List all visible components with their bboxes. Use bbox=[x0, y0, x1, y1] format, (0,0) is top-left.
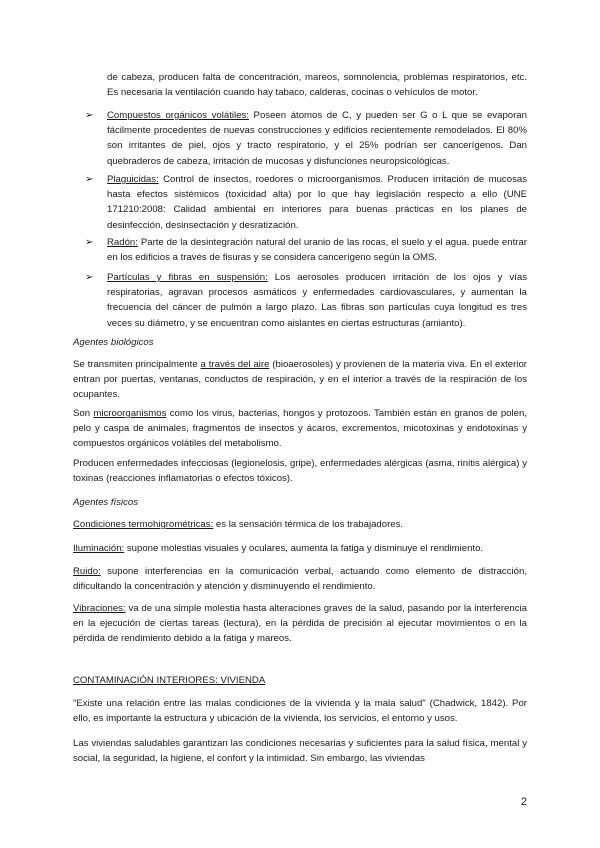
arrow-bullet-icon: ➢ bbox=[85, 237, 94, 248]
item-text: supone interferencias en la comunicación verbal, actuando como elemento de distracción, dificultando la concentración y atención y disminuyendo el rendimiento. bbox=[73, 566, 527, 593]
underlined-term: microorganismos bbox=[93, 408, 167, 419]
bio-paragraph-1 bbox=[73, 357, 527, 403]
bullet-title: Partículas y fibras en suspensión: bbox=[107, 272, 268, 283]
text-span: (bioaerosoles) y provienen de la materia viva. En el exterior entran por puertas, ventanas, conductos de respiración, y en el interior a través de la respiración de los ocupantes. bbox=[73, 359, 527, 401]
bio-paragraph-3: Producen enfermedades infecciosas (legionelosis, gripe), enfermedades alérgicas (asma, rinitis alérgica) y toxinas (reacciones inflamatorias o efectos tóxicos). bbox=[73, 458, 527, 485]
vivienda-paragraph-1: "Existe una relación entre las malas condiciones de la vivienda y la mala salud" (Chadwick, 1842). Por ello, es importante la estructura y ubicación de la vivienda, los servicios, el entorno y usos. bbox=[73, 698, 527, 725]
item-title: Condiciones termohigrométricas: bbox=[73, 519, 214, 530]
section-title-vivienda: CONTAMINACIÓN INTERIORES: VIVIENDA bbox=[73, 675, 266, 686]
fis-item-termohigrometricas bbox=[73, 517, 527, 532]
bullet-continuation: de cabeza, producen falta de concentración, mareos, somnolencia, problemas respiratorios, etc. Es necesaria la ventilación cuando hay tabaco, calderas, cocinas o vehículos de motor. bbox=[107, 72, 527, 99]
arrow-bullet-icon: ➢ bbox=[85, 174, 94, 185]
bullet-text: Poseen átomos de C, y pueden ser G o L que se evaporan fácilmente procedentes de nuevas construcciones y edificios recientemente remodelados. El 80% son irritantes de piel, ojos y tracto respiratorio, y el 25% podrían ser cancerígenos. Dan quebraderos de cabeza, irritación de mucosas y disfunciones neuropsicológicas. bbox=[107, 110, 527, 167]
text-span: Se transmiten principalmente bbox=[73, 359, 201, 370]
item-title: Iluminación: bbox=[73, 543, 125, 554]
item-text: supone molestias visuales y oculares, aumenta la fatiga y disminuye el rendimiento. bbox=[124, 543, 484, 554]
fis-item-iluminacion bbox=[73, 541, 527, 556]
item-text: es la sensación térmica de los trabajadores. bbox=[213, 519, 404, 530]
bullet-title: Plaguicidas: bbox=[107, 174, 159, 185]
text-span: Son bbox=[73, 408, 94, 419]
heading-agentes-biologicos: Agentes biológicos bbox=[73, 337, 154, 348]
arrow-bullet-icon: ➢ bbox=[85, 110, 94, 121]
bullet-text: Parte de la desintegración natural del uranio de las rocas, el suelo y el agua. puede entrar en los edificios a través de fisuras y se considera cancerígeno según la OMS. bbox=[107, 237, 527, 264]
bullet-plaguicidas bbox=[85, 172, 527, 233]
fis-item-ruido bbox=[73, 564, 527, 594]
arrow-bullet-icon: ➢ bbox=[85, 272, 94, 283]
heading-agentes-fisicos: Agentes físicos bbox=[73, 497, 139, 508]
bio-paragraph-2 bbox=[73, 406, 527, 452]
text-span: como los virus, bacterias, hongos y protozoos. También están en granos de polen, pelo y caspa de animales, fragmentos de insectos y ácaros, excrementos, micotoxinas y endotoxinas y compuestos orgánicos volátiles del metabolismo. bbox=[73, 408, 527, 450]
item-text: va de una simple molestia hasta alteraciones graves de la salud, pasando por la interferencia en la ejecución de ciertas tareas (lectura), en la pérdida de precisión al ejecutar movimientos o en la pérdida de rendimiento debido a la fatiga y mareos. bbox=[73, 603, 527, 645]
bullet-radon bbox=[85, 235, 527, 265]
vivienda-paragraph-2: Las viviendas saludables garantizan las condiciones necesarias y suficientes para la salud física, mental y social, la seguridad, la higiene, el confort y la intimidad. Sin embargo, las viviendas bbox=[73, 738, 527, 765]
fis-item-vibraciones bbox=[73, 601, 527, 647]
bullet-particulas bbox=[85, 270, 527, 331]
item-title: Ruido: bbox=[73, 566, 101, 577]
bullet-cov bbox=[85, 108, 527, 169]
page-number: 2 bbox=[520, 796, 527, 808]
bullet-title: Compuestos orgánicos volátiles: bbox=[107, 110, 249, 121]
underlined-term: a través del aire bbox=[200, 359, 270, 370]
bullet-text: Los aerosoles producen irritación de los ojos y vías respiratorias, agravan procesos asmáticos y enfermedades cardiovasculares, y aumentan la frecuencia del cáncer de pulmón a largo plazo. Las fibras son partículas cuya longitud es tres veces su diámetro, y se encuentran como aislantes en ciertas estructuras (amianto). bbox=[107, 272, 527, 329]
bullet-text: Control de insectos, roedores o microorganismos. Producen irritación de mucosas hasta efectos sistémicos (toxicidad alta) por lo que hay legislación respecto a ello (UNE 171210:2008: Calidad ambiental en interiores para buenas prácticas en los planes de desinfección, desinsectación y desratización. bbox=[107, 174, 527, 231]
item-title: Vibraciones: bbox=[73, 603, 126, 614]
bullet-title: Radón: bbox=[107, 237, 138, 248]
